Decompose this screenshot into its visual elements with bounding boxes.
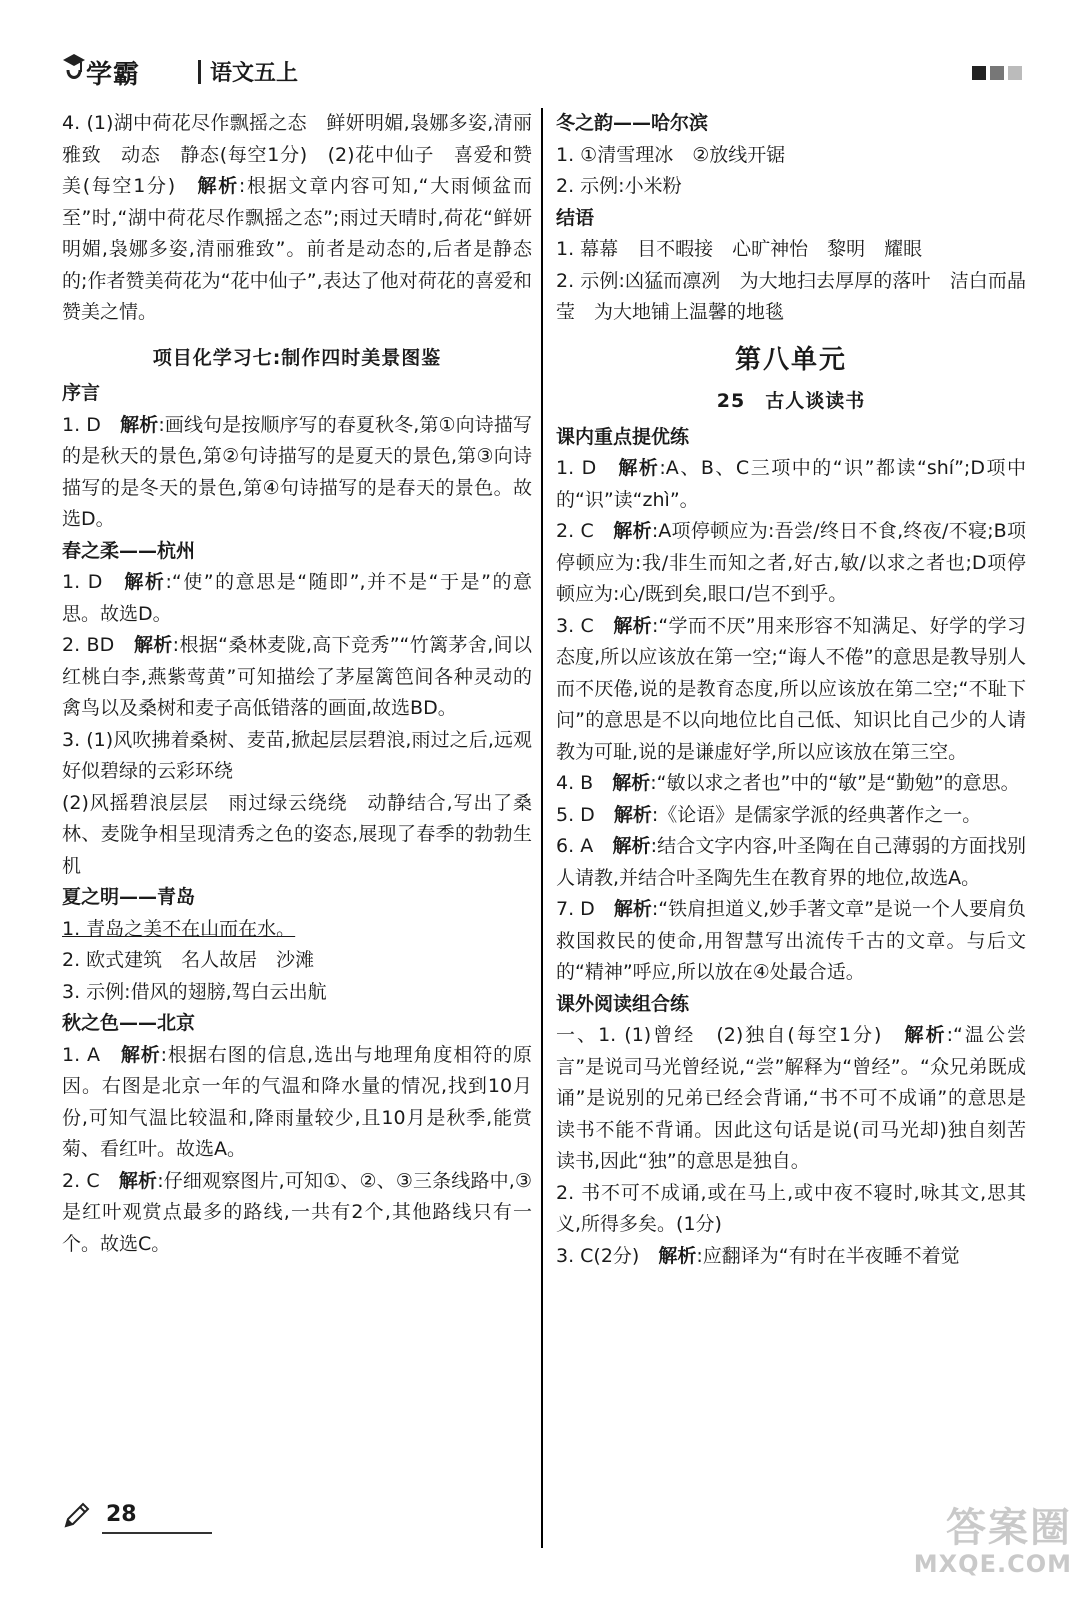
answer-paragraph: 1. ①清雪理冰 ②放线开锯: [556, 143, 786, 166]
unit-title: 第八单元: [734, 344, 847, 375]
header-separator: [198, 60, 201, 84]
answer-paragraph: 1. D 解析:“使”的意思是“随即”,并不是“于是”的意思。故选D。: [62, 571, 532, 625]
subject-label: 语文五上: [210, 61, 299, 86]
brand-logo-text: 学霸: [86, 60, 141, 90]
answer-paragraph: 2. 示例:凶猛而凛冽 为大地扫去厚厚的落叶 洁白而晶莹 为大地铺上温馨的地毯: [556, 269, 1026, 323]
section-heading: 课外阅读组合练: [556, 992, 690, 1015]
section-heading: 课内重点提优练: [556, 425, 690, 448]
header-decoration: [972, 66, 1022, 80]
pencil-icon: [62, 1500, 92, 1530]
answer-paragraph: 2. 书不可不成诵,或在马上,或中夜不寝时,咏其文,思其义,所得多矣。(1分): [556, 1181, 1026, 1235]
answer-paragraph: 3. C 解析:“学而不厌”用来形容不知满足、好学的学习态度,所以应该放在第一空;“诲人不倦”的意思是教导别人而不厌倦,说的是教育态度,所以应该放在第二空;“不耻下问”的意思是不以向地位比自己低、知识比自己少的人请教为可耻,说的是谦虚好学,所以应该放在第三空。: [556, 614, 1026, 763]
section-heading: 序言: [62, 382, 101, 404]
decor-square-icon: [972, 66, 986, 80]
answer-paragraph: (2)风摇碧浪层层 雨过绿云绕绕 动静结合,写出了桑林、麦陇争相呈现清秀之色的姿态,展现了春季的勃勃生机: [62, 791, 532, 877]
answer-paragraph: 2. 欧式建筑 名人故居 沙滩: [62, 949, 315, 971]
left-column: [62, 108, 532, 1260]
answer-paragraph: 5. D 解析:《论语》是儒家学派的经典著作之一。: [556, 803, 982, 826]
answer-paragraph: 2. BD 解析:根据“桑林麦陇,高下竞秀”“竹篱茅舍,间以红桃白李,燕紫莺黄”可知描绘了茅屋篱笆间各种灵动的禽鸟以及桑树和麦子高低错落的画面,故选BD。: [62, 634, 532, 719]
answer-paragraph: 1. D 解析:A、B、C三项中的“识”都读“shí”;D项中的“识”读“zhì”。: [556, 457, 1026, 511]
section-heading: 夏之明——青岛: [62, 886, 196, 908]
answer-paragraph: 3. 示例:借风的翅膀,驾白云出航: [62, 980, 327, 1003]
answer-paragraph: 3. (1)风吹拂着桑树、麦苗,掀起层层碧浪,雨过之后,远观好似碧绿的云彩环绕: [62, 728, 532, 782]
answer-paragraph: 1. D 解析:画线句是按顺序写的春夏秋冬,第①向诗描写的是秋天的景色,第②句诗描写的是夏天的景色,第③向诗描写的是冬天的景色,第④句诗描写的是春天的景色。故选D。: [62, 413, 532, 530]
graduation-cap-icon: [60, 46, 86, 90]
column-divider: [541, 108, 543, 1548]
section-heading: 春之柔——杭州: [62, 539, 196, 562]
footer-rule: [102, 1532, 212, 1534]
section-heading: 秋之色——北京: [62, 1012, 196, 1034]
page-number: 28: [106, 1502, 137, 1527]
section-heading: 冬之韵——哈尔滨: [556, 112, 709, 134]
answer-paragraph: 7. D 解析:“铁肩担道义,妙手著文章”是说一个人要肩负救国救民的使命,用智慧写出流传千古的文章。与后文的“精神”呼应,所以放在④处最合适。: [556, 898, 1026, 983]
answer-paragraph: 4. B 解析:“敏以求之者也”中的“敏”是“勤勉”的意思。: [556, 772, 1020, 794]
project-heading: 项目化学习七:制作四时美景图鉴: [152, 346, 442, 369]
section-heading: 结语: [556, 206, 595, 229]
lesson-title: 25 古人谈读书: [716, 390, 866, 412]
answer-paragraph: 6. A 解析:结合文字内容,叶圣陶在自己薄弱的方面找别人请教,并结合叶圣陶先生在教育界的地位,故选A。: [556, 835, 1026, 889]
decor-square-icon: [990, 66, 1004, 80]
watermark-logo: 答案圈 MXQE.COM: [913, 1505, 1072, 1578]
answer-paragraph: 2. C 解析:仔细观察图片,可知①、②、③三条线路中,③是红叶观赏点最多的路线,一共有2个,其他路线只有一个。故选C。: [62, 1169, 532, 1255]
answer-paragraph: 1. A 解析:根据右图的信息,选出与地理角度相符的原因。右图是北京一年的气温和降水量的情况,找到10月份,可知气温比较温和,降雨量较少,且10月是秋季,能赏菊、看红叶。故选A。: [62, 1043, 532, 1160]
answer-paragraph: 2. C 解析:A项停顿应为:吾尝/终日不食,终夜/不寝;B项停顿应为:我/非生而知之者,好古,敏/以求之者也;D项停顿应为:心/既到矣,眼口/岂不到乎。: [556, 520, 1026, 605]
answer-paragraph: 2. 示例:小米粉: [556, 175, 682, 197]
right-column: [556, 108, 1026, 1272]
answer-paragraph: 1. 幕幕 目不暇接 心旷神怡 黎明 耀眼: [556, 238, 923, 260]
answer-paragraph: 1. 青岛之美不在山而在水。: [62, 917, 296, 940]
answer-paragraph: 一、1. (1)曾经 (2)独自(每空1分) 解析:“温公尝言”是说司马光曾经说,“尝”解释为“曾经”。“众兄弟既成诵”是说别的兄弟已经会背诵,“书不可不成诵”的意思是读书不能不背诵。因此这句话是说(司马光却)独自刻苦读书,因此“独”的意思是独自。: [556, 1024, 1026, 1172]
answer-paragraph: 4. (1)湖中荷花尽作飘摇之态 鲜妍明媚,袅娜多姿,清丽雅致 动态 静态(每空1分) (2)花中仙子 喜爱和赞美(每空1分) 解析:根据文章内容可知,“大雨倾盆而至”时,“湖中荷花尽作飘摇之态”;雨过天晴时,荷花“鲜妍明媚,袅娜多姿,清丽雅致”。前者是动态的,后者是静态的;作者赞美荷花为“花中仙子”,表达了他对荷花的喜爱和赞美之情。: [62, 112, 532, 323]
decor-square-icon: [1008, 66, 1022, 80]
answer-paragraph: 3. C(2分) 解析:应翻译为“有时在半夜睡不着觉: [556, 1244, 960, 1267]
page-header: [60, 46, 1022, 96]
